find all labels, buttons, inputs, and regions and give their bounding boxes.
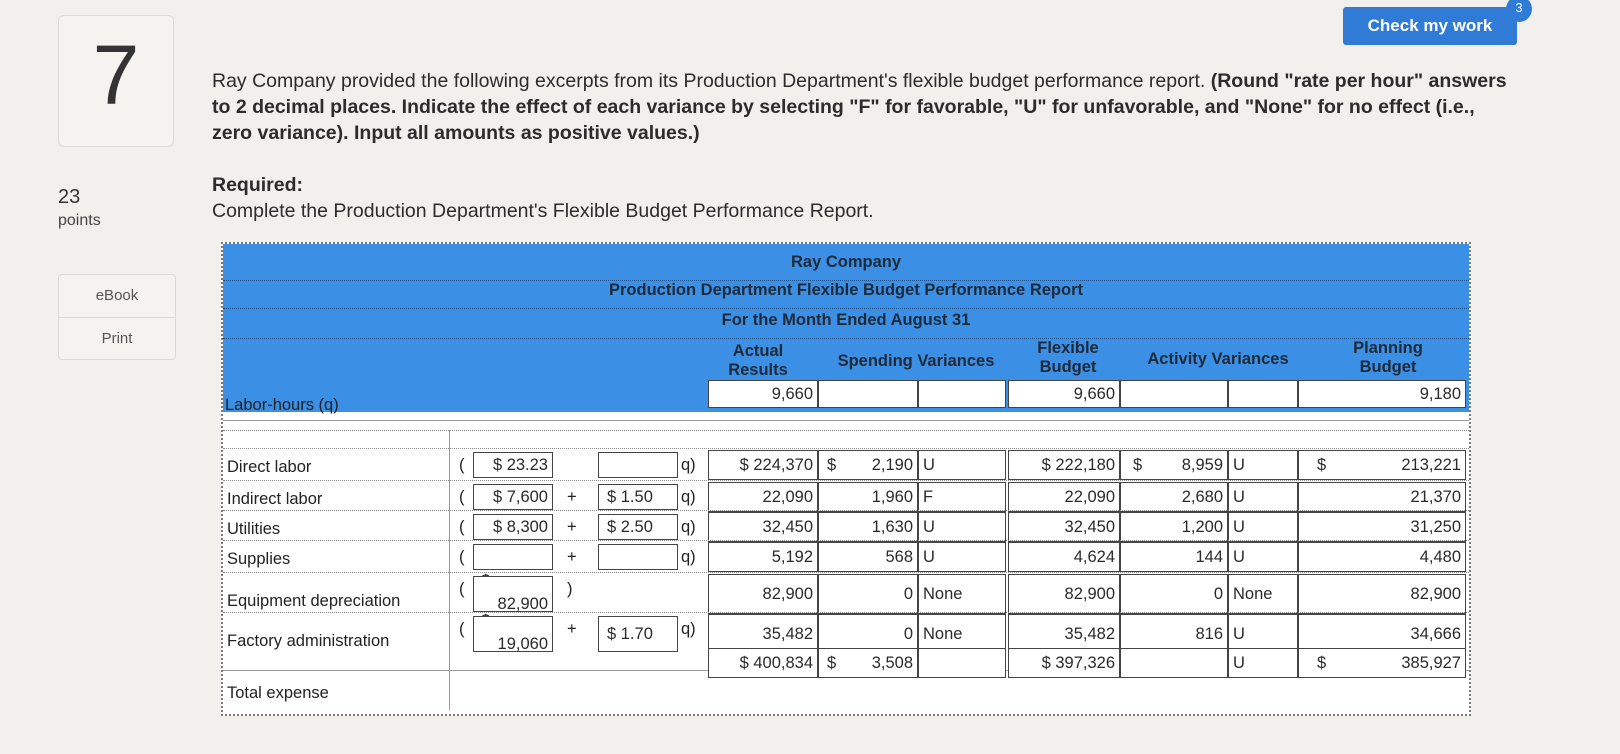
print-button[interactable]: Print	[59, 317, 175, 360]
fixed-cost-input[interactable]: $ 7,600	[473, 484, 553, 510]
fixed-cost-input[interactable]: $ 23.23	[473, 452, 553, 478]
flexible-budget-cell[interactable]: 35,482	[1008, 614, 1120, 654]
activity-variance-cell[interactable]	[1120, 542, 1228, 572]
planning-budget-value: 82,900	[1410, 585, 1461, 603]
activity-effect-select[interactable]: None	[1228, 574, 1298, 614]
spending-variance-value: 0	[903, 625, 913, 643]
instructions-intro: Ray Company provided the following excerpts from its Production Department's flexible budget performance report.	[212, 70, 1211, 92]
plus-sign: +	[567, 548, 577, 566]
performance-report	[221, 242, 1471, 716]
plus-sign: +	[567, 488, 577, 506]
total-activity[interactable]	[1120, 648, 1228, 678]
activity-variance-cell[interactable]	[1120, 512, 1228, 542]
total-planning[interactable]	[1298, 648, 1466, 678]
open-paren: (	[459, 518, 465, 536]
activity-variance-cell[interactable]	[1120, 450, 1228, 480]
labor-hours-actual[interactable]: 9,660	[708, 380, 818, 408]
total-spending-value: 3,508	[871, 654, 913, 672]
spending-effect-select[interactable]: U	[918, 512, 1006, 542]
labor-hours-spend-blank	[818, 380, 918, 408]
actual-results-cell[interactable]: 22,090	[708, 482, 818, 512]
spending-effect-select[interactable]: None	[918, 614, 1006, 654]
labor-hours-flexible[interactable]: 9,660	[1008, 380, 1120, 408]
open-paren: (	[459, 548, 465, 566]
planning-budget-cell[interactable]	[1298, 574, 1466, 614]
labor-hours-act-blank	[1120, 380, 1228, 408]
required-text: Complete the Production Department's Flexible Budget Performance Report.	[212, 200, 874, 222]
spending-effect-select[interactable]: U	[918, 542, 1006, 572]
activity-variance-value: 1,200	[1181, 518, 1223, 536]
instructions-rules: (Round "rate per hour" answers to 2 decimal places. Indicate the effect of each variance by selecting "F" for favorable, "U" for unfavorable, and "None" for no effect (i.e., zero variance). Input all amounts as positive values.)	[212, 70, 1507, 144]
open-paren: (	[459, 580, 465, 598]
report-title: Production Department Flexible Budget Performance Report	[609, 281, 1083, 299]
expense-label: Equipment depreciation	[227, 592, 401, 610]
activity-variance-cell[interactable]	[1120, 574, 1228, 614]
resources-panel	[58, 274, 176, 360]
total-actual[interactable]: $ 400,834	[708, 648, 818, 678]
spending-effect-select[interactable]: U	[918, 450, 1006, 480]
close-paren: q)	[681, 620, 696, 638]
activity-variance-value: 144	[1195, 548, 1223, 566]
points-label: points	[58, 212, 101, 229]
spending-variance-cell[interactable]	[818, 482, 918, 512]
required-block	[212, 172, 874, 224]
total-flexible[interactable]: $ 397,326	[1008, 648, 1120, 678]
open-paren: (	[459, 488, 465, 506]
spending-dollar-sign: $	[827, 456, 837, 474]
activity-dollar-sign: $	[1133, 456, 1143, 474]
planning-budget-cell[interactable]	[1298, 542, 1466, 572]
actual-results-cell[interactable]: 5,192	[708, 542, 818, 572]
planning-budget-value: 31,250	[1410, 518, 1461, 536]
col-planning-budget: Planning Budget	[1353, 339, 1423, 376]
question-number: 7	[92, 28, 140, 122]
total-spending-effect[interactable]	[918, 648, 1006, 678]
close-paren: q)	[681, 488, 696, 506]
flexible-budget-cell[interactable]: 22,090	[1008, 482, 1120, 512]
open-paren: (	[459, 620, 465, 638]
row-separator	[223, 510, 1469, 511]
close-paren: q)	[681, 456, 696, 474]
col-actual-results: Actual Results	[728, 342, 788, 379]
variable-rate-input[interactable]	[598, 544, 678, 570]
row-separator	[223, 448, 1469, 449]
flexible-budget-cell[interactable]: 82,900	[1008, 574, 1120, 614]
flexible-budget-cell[interactable]: 32,450	[1008, 512, 1120, 542]
total-expense-label: Total expense	[227, 684, 329, 702]
planning-dollar-sign: $	[1317, 456, 1327, 474]
planning-budget-value: 21,370	[1410, 488, 1461, 506]
row-separator	[223, 572, 1469, 573]
spending-variance-value: 1,960	[871, 488, 913, 506]
activity-variance-value: 8,959	[1181, 456, 1223, 474]
total-spending-dollar: $	[827, 654, 837, 672]
spending-variance-cell[interactable]	[818, 512, 918, 542]
planning-budget-cell[interactable]	[1298, 450, 1466, 480]
spending-effect-select[interactable]: None	[918, 574, 1006, 614]
activity-effect-select[interactable]: U	[1228, 450, 1298, 480]
spending-variance-value: 2,190	[871, 456, 913, 474]
total-spending[interactable]	[818, 648, 918, 678]
plus-sign: +	[567, 518, 577, 536]
variable-rate-input[interactable]: $ 1.70	[598, 616, 678, 652]
fixed-cost-input[interactable]	[473, 544, 553, 570]
report-period: For the Month Ended August 31	[721, 311, 971, 329]
activity-effect-select[interactable]: U	[1228, 512, 1298, 542]
row-separator	[223, 480, 1469, 481]
ebook-button[interactable]: eBook	[95, 287, 139, 304]
spending-variance-value: 568	[885, 548, 913, 566]
actual-results-cell[interactable]: 35,482	[708, 614, 818, 654]
planning-budget-cell[interactable]	[1298, 512, 1466, 542]
row-separator	[223, 612, 1469, 613]
question-instructions	[212, 68, 1512, 146]
spending-variance-cell[interactable]	[818, 542, 918, 572]
activity-effect-select[interactable]: U	[1228, 542, 1298, 572]
variable-rate-input[interactable]: $ 1.50	[598, 484, 678, 510]
activity-variance-cell[interactable]	[1120, 482, 1228, 512]
col-spending-variances: Spending Variances	[837, 352, 995, 370]
spending-variance-cell[interactable]	[818, 574, 918, 614]
check-my-work-button[interactable]: Check my work	[1343, 7, 1517, 45]
expense-label: Utilities	[227, 520, 281, 538]
col-activity-variances: Activity Variances	[1147, 350, 1289, 368]
plus-sign: )	[567, 580, 573, 598]
planning-budget-cell[interactable]	[1298, 482, 1466, 512]
activity-variance-value: 0	[1213, 585, 1223, 603]
flexible-budget-cell[interactable]: 4,624	[1008, 542, 1120, 572]
points-value: 23	[58, 186, 81, 208]
required-label: Required:	[212, 174, 304, 196]
fixed-cost-input[interactable]: 82,900	[473, 576, 553, 612]
expense-label: Factory administration	[227, 632, 390, 650]
variable-rate-input[interactable]: $ 2.50	[598, 514, 678, 540]
fixed-cost-input[interactable]: 19,060	[473, 616, 553, 652]
planning-budget-value: 34,666	[1410, 625, 1461, 643]
labor-hours-planning[interactable]: 9,180	[1298, 380, 1466, 408]
activity-effect-select[interactable]: U	[1228, 482, 1298, 512]
close-paren: q)	[681, 518, 696, 536]
plus-sign: +	[567, 620, 577, 638]
planning-budget-value: 213,221	[1401, 456, 1461, 474]
actual-results-cell[interactable]: $ 224,370	[708, 450, 818, 480]
total-activity-effect[interactable]: U	[1228, 648, 1298, 678]
labor-hours-label: Labor-hours (q)	[225, 396, 339, 414]
open-paren: (	[459, 456, 465, 474]
attempts-badge: 3	[1506, 0, 1532, 22]
expense-label: Supplies	[227, 550, 291, 568]
question-number-box	[58, 15, 174, 147]
company-name: Ray Company	[790, 253, 902, 271]
activity-effect-select[interactable]: U	[1228, 614, 1298, 654]
spending-variance-cell[interactable]	[818, 450, 918, 480]
flexible-budget-cell[interactable]: $ 222,180	[1008, 450, 1120, 480]
expense-label: Direct labor	[227, 458, 312, 476]
activity-variance-value: 2,680	[1181, 488, 1223, 506]
close-paren: q)	[681, 548, 696, 566]
spending-variance-value: 0	[903, 585, 913, 603]
fixed-cost-input[interactable]: $ 8,300	[473, 514, 553, 540]
total-planning-dollar: $	[1317, 654, 1327, 672]
actual-results-cell[interactable]: 32,450	[708, 512, 818, 542]
actual-results-cell[interactable]: 82,900	[708, 574, 818, 614]
expense-label: Indirect labor	[227, 490, 323, 508]
spending-effect-select[interactable]: F	[918, 482, 1006, 512]
planning-budget-value: 4,480	[1419, 548, 1461, 566]
labor-hours-spend-eff-blank	[918, 380, 1006, 408]
row-separator	[223, 540, 1469, 541]
spending-variance-value: 1,630	[871, 518, 913, 536]
total-planning-value: 385,927	[1401, 654, 1461, 672]
variable-rate-input[interactable]	[598, 452, 678, 478]
activity-variance-value: 816	[1195, 625, 1223, 643]
col-flexible-budget: Flexible Budget	[1037, 339, 1099, 376]
labor-hours-act-eff-blank	[1228, 380, 1298, 408]
